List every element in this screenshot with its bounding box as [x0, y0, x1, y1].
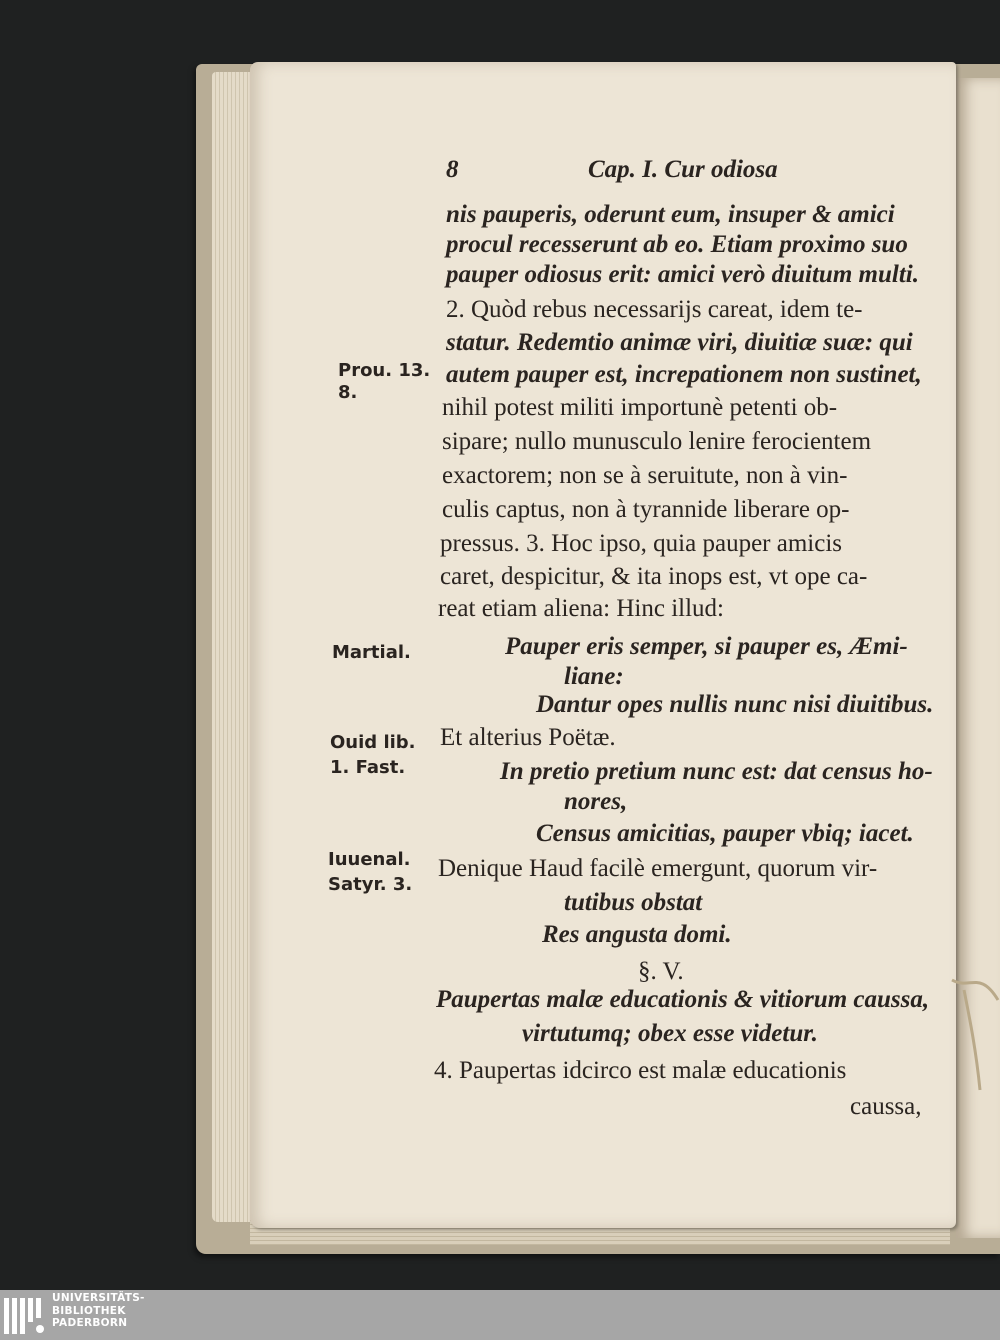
marginal-note: 8.	[338, 382, 358, 403]
marginal-note: Iuuenal.	[328, 849, 411, 870]
text-line: nis pauperis, oderunt eum, insuper & amici	[446, 201, 895, 228]
page-number: 8	[446, 156, 459, 183]
verse-line: In pretio pretium nunc est: dat census ho-	[500, 758, 933, 785]
section-title: Paupertas malæ educationis & vitiorum caussa,	[436, 986, 930, 1013]
book-page	[250, 62, 956, 1228]
text-line: procul recesserunt ab eo. Etiam proximo suo	[446, 231, 908, 258]
verse-line: liane:	[564, 663, 624, 690]
library-logo-icon	[2, 1294, 46, 1338]
library-name-line: UNIVERSITÄTS-	[52, 1292, 145, 1304]
text-line: statur. Redemtio animæ viri, diuitiæ suæ: qui	[446, 329, 913, 356]
text-line: Et alterius Poëtæ.	[440, 724, 616, 751]
binding-string	[950, 960, 1000, 1100]
text-line: culis captus, non à tyrannide liberare op-	[442, 496, 850, 523]
marginal-note: Ouid lib.	[330, 732, 416, 753]
text-line: sipare; nullo munusculo lenire ferocientem	[442, 428, 872, 455]
library-footer	[0, 1290, 1000, 1340]
section-title: virtutumq; obex esse videtur.	[522, 1020, 818, 1047]
verse-line: Census amicitias, pauper vbiq; iacet.	[536, 820, 914, 847]
marginal-note: Prou. 13.	[338, 360, 431, 381]
text-line: reat etiam aliena: Hinc illud:	[438, 595, 724, 622]
verse-line: Res angusta domi.	[542, 921, 732, 948]
section-heading: §. V.	[638, 958, 684, 985]
text-line: pauper odiosus erit: amici verò diuitum multi.	[446, 261, 919, 288]
text-line: pressus. 3. Hoc ipso, quia pauper amicis	[440, 530, 843, 557]
text-line: caret, despicitur, & ita inops est, vt ope ca-	[440, 563, 868, 590]
text-line: exactorem; non se à seruitute, non à vin-	[442, 462, 848, 489]
verse-line: Dantur opes nullis nunc nisi diuitibus.	[536, 691, 934, 718]
text-line: autem pauper est, increpationem non sustinet,	[446, 361, 922, 388]
verse-line: Pauper eris semper, si pauper es, Æmi-	[505, 633, 908, 660]
text-line: Denique Haud facilè emergunt, quorum vir-	[438, 855, 878, 882]
catchword: caussa,	[850, 1093, 922, 1120]
library-name-line: PADERBORN	[52, 1317, 128, 1329]
verse-line: nores,	[564, 788, 628, 815]
library-name-line: BIBLIOTHEK	[52, 1304, 126, 1317]
marginal-note: 1. Fast.	[330, 757, 406, 778]
marginal-note: Martial.	[332, 642, 411, 663]
text-line: 2. Quòd rebus necessarijs careat, idem te-	[446, 296, 863, 323]
marginal-note: Satyr. 3.	[328, 874, 413, 895]
verse-line: tutibus obstat	[564, 889, 703, 916]
text-line: nihil potest militi importunè petenti ob-	[442, 394, 838, 421]
library-name	[52, 1292, 145, 1330]
running-head-title: Cap. I. Cur odiosa	[588, 156, 778, 183]
text-line: 4. Paupertas idcirco est malæ educationis	[434, 1057, 847, 1084]
